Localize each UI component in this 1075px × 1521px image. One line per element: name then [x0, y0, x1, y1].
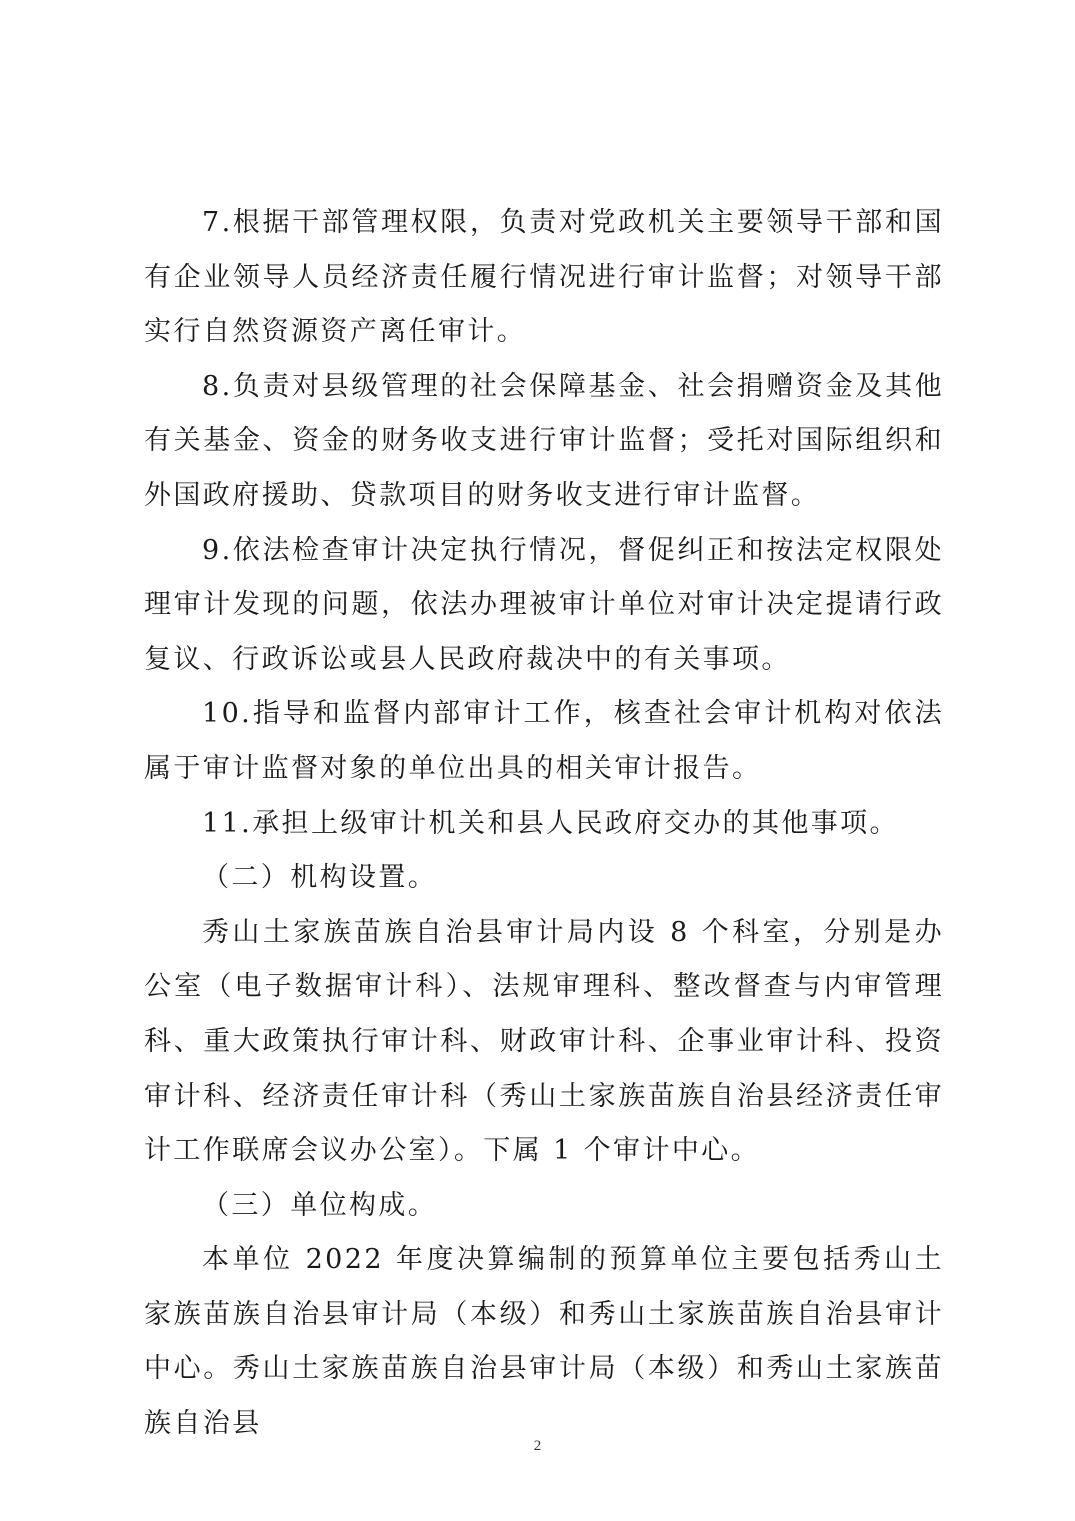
document-body: [144, 196, 944, 1452]
paragraph-item-7: 7.根据干部管理权限，负责对党政机关主要领导干部和国有企业领导人员经济责任履行情况进行审计监督；对领导干部实行自然资源资产离任审计。: [144, 207, 944, 348]
section-heading-unit-composition: （三）单位构成。: [202, 1189, 438, 1221]
page-number: 2: [533, 1438, 542, 1454]
paragraph-item-11: 11.承担上级审计机关和县人民政府交办的其他事项。: [202, 807, 899, 839]
section-body-institution-setup: 秀山土家族苗族自治县审计局内设 8 个科室，分别是办公室（电子数据审计科）、法规审理科、整改督查与内审管理科、重大政策执行审计科、财政审计科、企事业审计科、投资审计科、经济责任审计科（秀山土家族苗族自治县经济责任审计工作联席会议办公室）。下属 1 个审计中心。: [144, 916, 944, 1167]
paragraph-item-10: 10.指导和监督内部审计工作，核查社会审计机构对依法属于审计监督对象的单位出具的相关审计报告。: [144, 698, 944, 784]
paragraph-item-8: 8.负责对县级管理的社会保障基金、社会捐赠资金及其他有关基金、资金的财务收支进行审计监督；受托对国际组织和外国政府援助、贷款项目的财务收支进行审计监督。: [144, 370, 944, 511]
section-heading-institution-setup: （二）机构设置。: [202, 862, 438, 894]
section-body-unit-composition: 本单位 2022 年度决算编制的预算单位主要包括秀山土家族苗族自治县审计局（本级）和秀山土家族苗族自治县审计中心。秀山土家族苗族自治县审计局（本级）和秀山土家族苗族自治县: [144, 1244, 944, 1440]
paragraph-item-9: 9.依法检查审计决定执行情况，督促纠正和按法定权限处理审计发现的问题，依法办理被审计单位对审计决定提请行政复议、行政诉讼或县人民政府裁决中的有关事项。: [144, 534, 944, 675]
